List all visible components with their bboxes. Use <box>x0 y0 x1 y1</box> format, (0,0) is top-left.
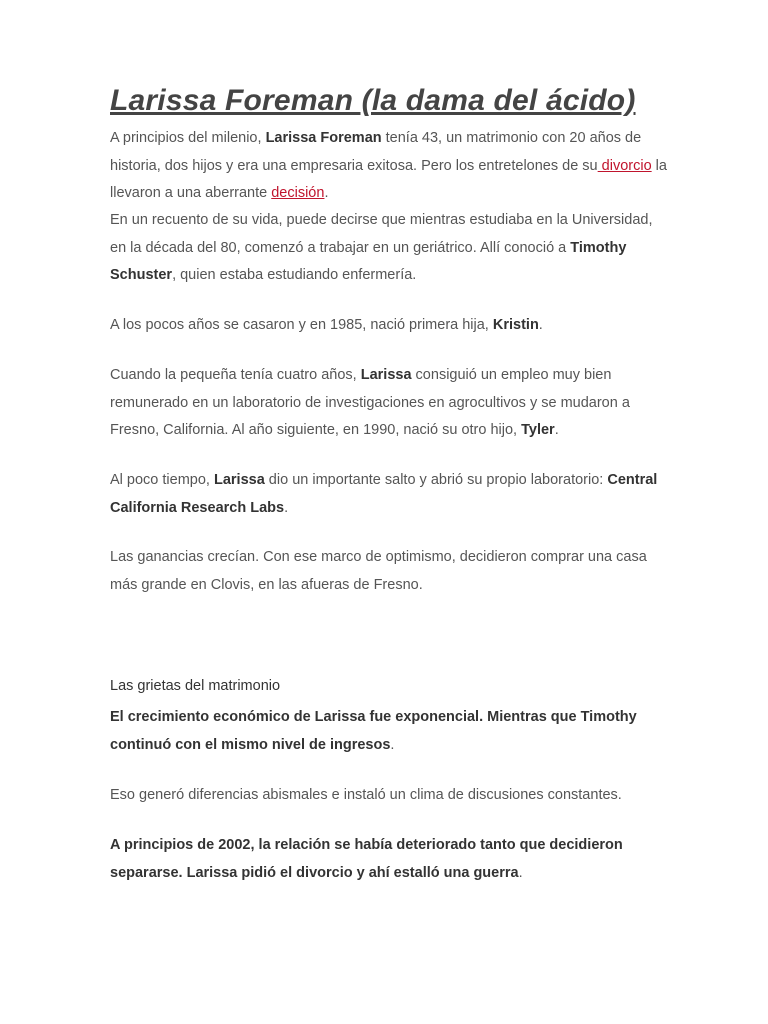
bold-lab-name: Central California Research Labs <box>110 472 658 516</box>
bold-name: Larissa Foreman <box>265 130 382 146</box>
paragraph-laboratory <box>110 467 670 522</box>
paragraph-job <box>110 362 670 445</box>
section-subheading: Las grietas del matrimonio <box>110 678 281 694</box>
bold-name: Kristin <box>492 317 539 333</box>
text: consiguió un empleo muy bien remunerado en un laboratorio de investigaciones en agrocultivos y se mudaron a Fresno, California. Al año siguiente, en 1990, nació su otro hijo, <box>110 367 630 438</box>
decision-link[interactable]: decisión <box>271 185 325 201</box>
bold-text: El crecimiento económico de Larissa fue exponencial. Mientras que Timothy continuó con el mismo nivel de ingresos <box>110 709 637 753</box>
text: . <box>390 736 395 753</box>
text: . <box>518 864 523 881</box>
text: dio un importante salto y abrió su propio laboratorio: <box>264 472 608 488</box>
paragraph-house <box>110 544 670 599</box>
text: A los pocos años se casaron y en 1985, nació primera hija, <box>110 317 493 333</box>
paragraph-marriage <box>110 312 670 340</box>
text: tenía 43, un matrimonio con 20 años de historia, dos hijos y era una empresaria exitosa. Pero los entretelones de su <box>110 130 642 174</box>
bold-name: Larissa <box>213 472 265 488</box>
paragraph-intro <box>110 125 670 208</box>
text: . <box>324 185 329 201</box>
text: , quien estaba estudiando enfermería. <box>172 267 417 283</box>
paragraph-background <box>110 207 670 290</box>
text: A principios del milenio, <box>110 130 266 146</box>
bold-text: A principios de 2002, la relación se había deteriorado tanto que decidieron separarse. Larissa pidió el divorcio y ahí estalló una guerra <box>110 837 623 881</box>
divorcio-link[interactable]: divorcio <box>597 157 652 174</box>
text: Las ganancias crecían. Con ese marco de optimismo, decidieron comprar una casa más grande en Clovis, en las afueras de Fresno. <box>110 549 647 593</box>
text: En un recuento de su vida, puede decirse que mientras estudiaba en la Universidad, en la década del 80, comenzó a trabajar en un geriátrico. Allí conoció a <box>110 212 653 256</box>
text: Al poco tiempo, <box>110 472 214 488</box>
text: Eso generó diferencias abismales e instaló un clima de discusiones constantes. <box>110 787 622 803</box>
text: Cuando la pequeña tenía cuatro años, <box>110 367 361 383</box>
bold-name: Tyler <box>521 422 555 438</box>
bold-name: Timothy Schuster <box>110 239 627 283</box>
text: . <box>538 317 543 333</box>
text: . <box>554 422 559 438</box>
paragraph-separation <box>110 832 670 887</box>
bold-name: Larissa <box>360 367 412 383</box>
text: la llevaron a una aberrante <box>110 157 667 201</box>
paragraph-growth <box>110 704 670 759</box>
text: . <box>284 499 289 516</box>
article-title: Larissa Foreman (la dama del ácido) <box>110 84 636 117</box>
paragraph-differences <box>110 782 670 810</box>
